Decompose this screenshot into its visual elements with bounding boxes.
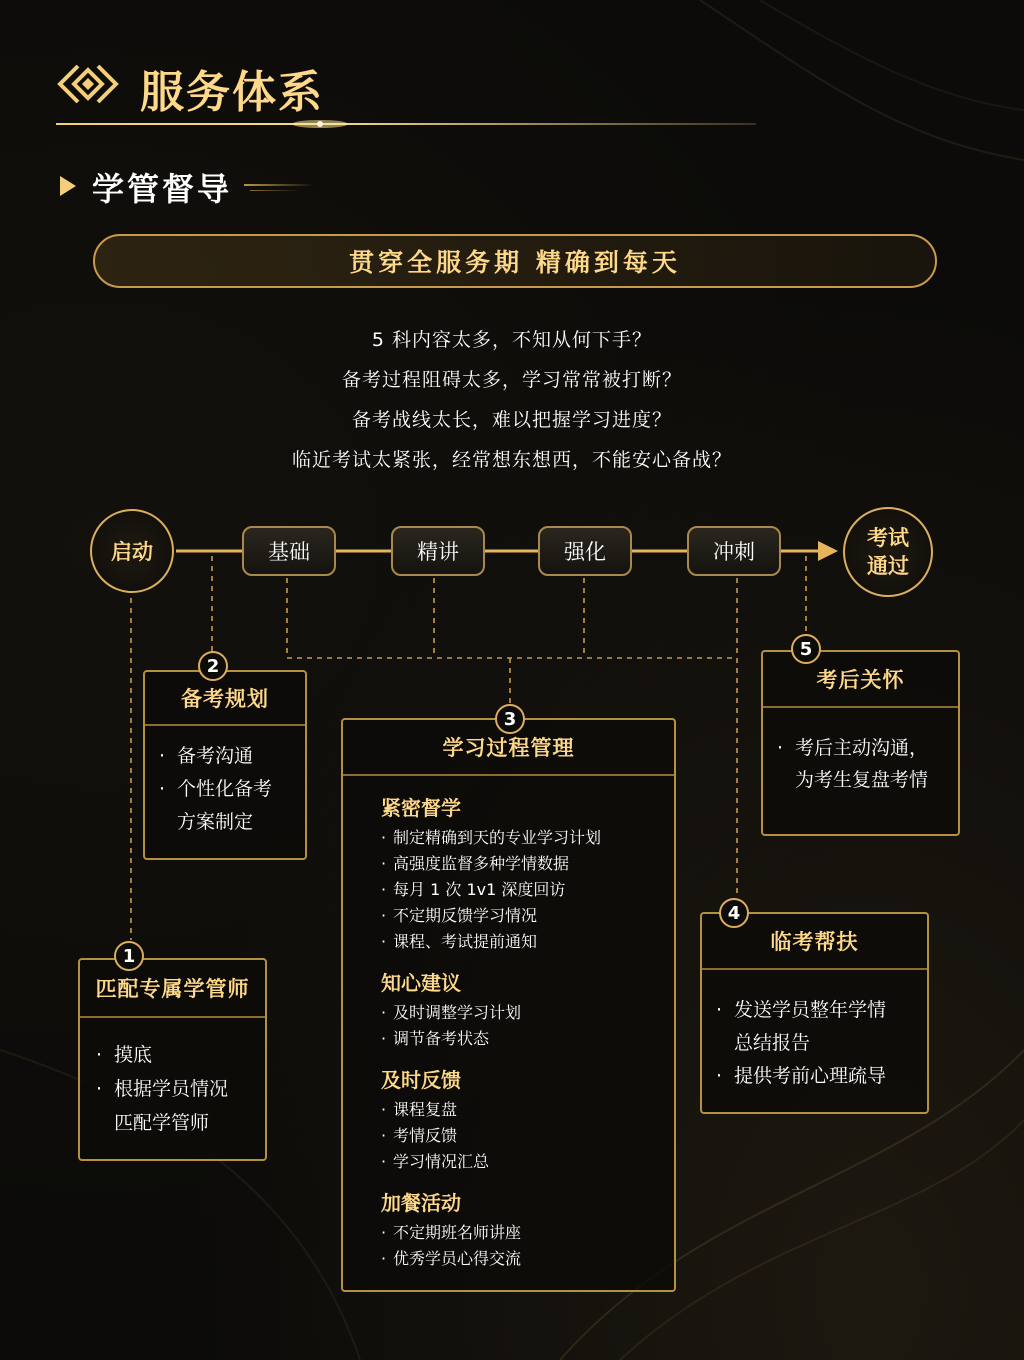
badge-3: 3 (495, 704, 525, 734)
node-end-line1: 考试 (867, 526, 909, 550)
group-item: · 调节备考状态 (381, 1026, 674, 1052)
card-pre-exam-item: · 发送学员整年学情 (716, 994, 927, 1027)
group-item: · 课程、考试提前通知 (381, 929, 674, 955)
card-plan-title: 备考规划 (145, 672, 305, 726)
group-item: · 每月 1 次 1v1 深度回访 (381, 877, 674, 903)
node-start: 启动 (90, 509, 174, 593)
card-plan-item-cont: 方案制定 (177, 811, 254, 833)
question-2: 备考过程阻碍太多，学习常常被打断？ (341, 369, 682, 391)
group-item: · 优秀学员心得交流 (381, 1246, 674, 1272)
card-match-item: · 根据学员情况 (96, 1072, 265, 1106)
card-plan-item: · 个性化备考 (159, 773, 305, 806)
stage-basic: 基础 (242, 526, 336, 576)
card-match-item-cont: 匹配学管师 (114, 1112, 210, 1134)
card-aftercare-item: · 考后主动沟通， (777, 732, 958, 764)
card-pre-exam-item: · 提供考前心理疏导 (716, 1060, 927, 1093)
card-pre-exam (700, 912, 929, 1114)
stage-sprint: 冲刺 (687, 526, 781, 576)
card-pre-exam-item-cont: 总结报告 (734, 1032, 811, 1054)
node-end-line2: 通过 (867, 554, 909, 578)
section-title: 学管督导 (92, 170, 233, 208)
card-aftercare (761, 650, 960, 836)
group-title: 及时反馈 (381, 1068, 461, 1092)
group-item: · 考情反馈 (381, 1123, 674, 1149)
group-item: · 不定期班名师讲座 (381, 1220, 674, 1246)
group-item: · 高强度监督多种学情数据 (381, 851, 674, 877)
group-item: · 及时调整学习计划 (381, 1000, 674, 1026)
question-1: 5 科内容太多，不知从何下手？ (371, 329, 653, 351)
group-title: 知心建议 (381, 971, 461, 995)
card-plan-item: · 备考沟通 (159, 740, 305, 773)
group-item: · 不定期反馈学习情况 (381, 903, 674, 929)
stage-intensive: 精讲 (391, 526, 485, 576)
card-pre-exam-title: 临考帮扶 (702, 914, 927, 970)
group-title: 紧密督学 (381, 796, 461, 820)
banner-text: 贯穿全服务期 精确到每天 (349, 248, 681, 277)
badge-5: 5 (791, 634, 821, 664)
group-title: 加餐活动 (381, 1191, 461, 1215)
group-item: · 学习情况汇总 (381, 1149, 674, 1175)
card-aftercare-title: 考后关怀 (763, 652, 958, 708)
question-3: 备考战线太长，难以把握学习进度？ (351, 409, 672, 431)
node-end (843, 507, 933, 597)
group-item: · 制定精确到天的专业学习计划 (381, 825, 674, 851)
card-plan (143, 670, 307, 860)
group-item: · 课程复盘 (381, 1097, 674, 1123)
card-match (78, 958, 267, 1161)
badge-2: 2 (198, 651, 228, 681)
card-process (341, 718, 676, 1292)
stage-strengthen: 强化 (538, 526, 632, 576)
question-4: 临近考试太紧张，经常想东想西，不能安心备战？ (291, 449, 732, 471)
page-title: 服务体系 (140, 67, 324, 118)
badge-4: 4 (719, 898, 749, 928)
card-aftercare-item-cont: 为考生复盘考情 (795, 769, 929, 791)
badge-1: 1 (114, 941, 144, 971)
card-match-title: 匹配专属学管师 (80, 960, 265, 1018)
card-process-title: 学习过程管理 (343, 720, 674, 776)
card-match-item: · 摸底 (96, 1038, 265, 1072)
